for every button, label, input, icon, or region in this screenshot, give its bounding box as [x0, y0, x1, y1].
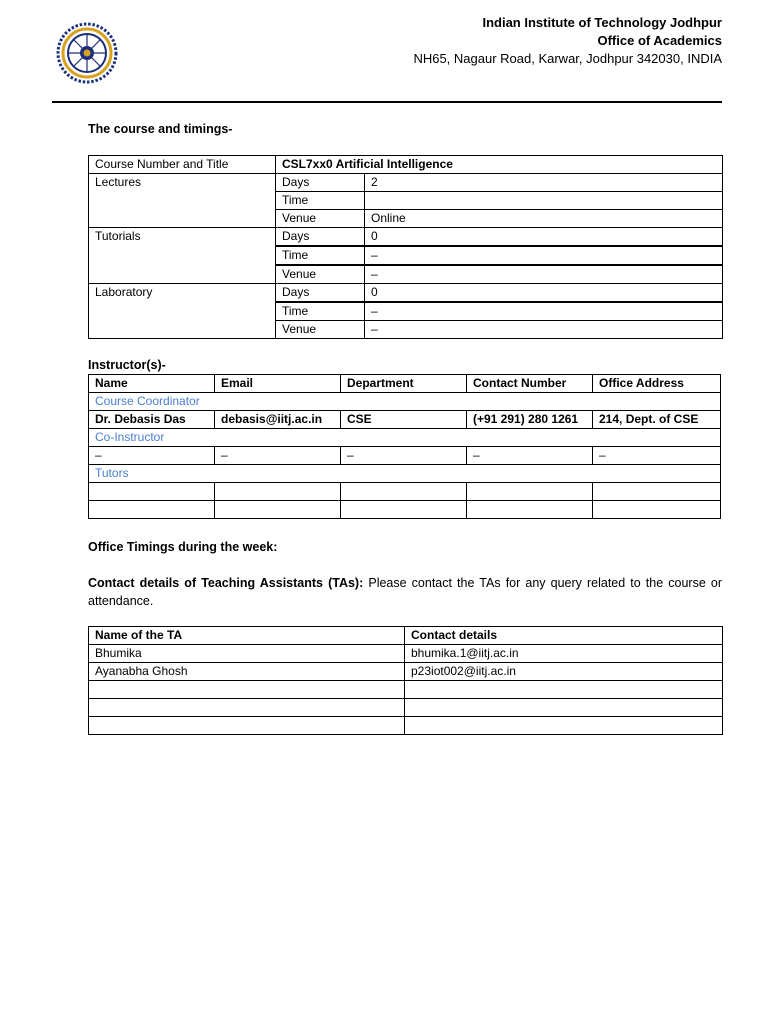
days-label: Days — [276, 174, 365, 192]
institute-name: Indian Institute of Technology Jodhpur — [482, 15, 722, 30]
venue-value: – — [365, 265, 723, 284]
course-label: Course Number and Title — [89, 156, 276, 174]
column-header: Name of the TA — [89, 627, 405, 645]
institute-header — [413, 14, 722, 68]
empty-cell — [593, 501, 721, 519]
instructors-heading: Instructor(s)- — [88, 358, 166, 372]
table-header-row — [89, 375, 721, 393]
table-row — [89, 699, 723, 717]
empty-cell — [405, 717, 723, 735]
empty-cell — [215, 483, 341, 501]
table-row — [89, 284, 723, 303]
column-header: Email — [215, 375, 341, 393]
instructor-name: Dr. Debasis Das — [89, 411, 215, 429]
coinstructor-office: – — [593, 447, 721, 465]
empty-cell — [89, 681, 405, 699]
days-label: Days — [276, 228, 365, 247]
column-header: Contact details — [405, 627, 723, 645]
venue-value: Online — [365, 210, 723, 228]
column-header: Office Address — [593, 375, 721, 393]
table-row — [89, 681, 723, 699]
days-value: 2 — [365, 174, 723, 192]
office-name: Office of Academics — [597, 33, 722, 48]
venue-label: Venue — [276, 265, 365, 284]
time-label: Time — [276, 246, 365, 265]
table-row — [89, 717, 723, 735]
ta-contact-paragraph — [88, 574, 722, 610]
instructor-contact: (+91 291) 280 1261 — [467, 411, 593, 429]
column-header: Department — [341, 375, 467, 393]
coordinator-label: Course Coordinator — [89, 393, 721, 411]
days-value: 0 — [365, 228, 723, 247]
empty-cell — [215, 501, 341, 519]
empty-cell — [341, 501, 467, 519]
venue-label: Venue — [276, 321, 365, 339]
coinstructor-label: Co-Instructor — [89, 429, 721, 447]
table-row — [89, 501, 721, 519]
instructors-table — [88, 374, 721, 519]
empty-cell — [593, 483, 721, 501]
instructor-department: CSE — [341, 411, 467, 429]
header-divider — [52, 101, 722, 103]
coinstructor-contact: – — [467, 447, 593, 465]
empty-cell — [405, 699, 723, 717]
table-row — [89, 663, 723, 681]
table-row — [89, 174, 723, 192]
empty-cell — [89, 717, 405, 735]
time-label: Time — [276, 302, 365, 321]
venue-label: Venue — [276, 210, 365, 228]
table-row — [89, 483, 721, 501]
table-row — [89, 228, 723, 247]
group-label: Lectures — [89, 174, 276, 228]
time-value: – — [365, 246, 723, 265]
coinstructor-department: – — [341, 447, 467, 465]
empty-cell — [89, 501, 215, 519]
table-row — [89, 393, 721, 411]
instructor-email: debasis@iitj.ac.in — [215, 411, 341, 429]
coinstructor-name: – — [89, 447, 215, 465]
institute-address: NH65, Nagaur Road, Karwar, Jodhpur 342030, INDIA — [413, 51, 722, 66]
time-value: – — [365, 302, 723, 321]
empty-cell — [89, 483, 215, 501]
coinstructor-email: – — [215, 447, 341, 465]
ta-contact-label: Contact details of Teaching Assistants (TAs): — [88, 576, 364, 590]
course-heading: The course and timings- — [88, 122, 233, 136]
iitj-logo — [56, 22, 118, 84]
empty-cell — [405, 681, 723, 699]
time-value — [365, 192, 723, 210]
table-row — [89, 447, 721, 465]
table-row — [89, 465, 721, 483]
column-header: Name — [89, 375, 215, 393]
ta-name: Bhumika — [89, 645, 405, 663]
ta-contact-text: Please contact the TAs for any query related to the course or attendance. — [88, 576, 722, 608]
table-header-row — [89, 627, 723, 645]
ta-table — [88, 626, 723, 735]
venue-value: – — [365, 321, 723, 339]
group-label: Tutorials — [89, 228, 276, 284]
days-value: 0 — [365, 284, 723, 303]
office-timings-label: Office Timings during the week: — [88, 540, 278, 554]
empty-cell — [89, 699, 405, 717]
course-timings-table — [88, 155, 723, 339]
table-row — [89, 645, 723, 663]
course-title: CSL7xx0 Artificial Intelligence — [276, 156, 723, 174]
table-row — [89, 429, 721, 447]
ta-contact: bhumika.1@iitj.ac.in — [405, 645, 723, 663]
empty-cell — [467, 501, 593, 519]
table-row — [89, 156, 723, 174]
table-row — [89, 411, 721, 429]
ta-contact: p23iot002@iitj.ac.in — [405, 663, 723, 681]
time-label: Time — [276, 192, 365, 210]
days-label: Days — [276, 284, 365, 303]
tutors-label: Tutors — [89, 465, 721, 483]
ta-name: Ayanabha Ghosh — [89, 663, 405, 681]
instructor-office: 214, Dept. of CSE — [593, 411, 721, 429]
empty-cell — [341, 483, 467, 501]
group-label: Laboratory — [89, 284, 276, 339]
column-header: Contact Number — [467, 375, 593, 393]
empty-cell — [467, 483, 593, 501]
